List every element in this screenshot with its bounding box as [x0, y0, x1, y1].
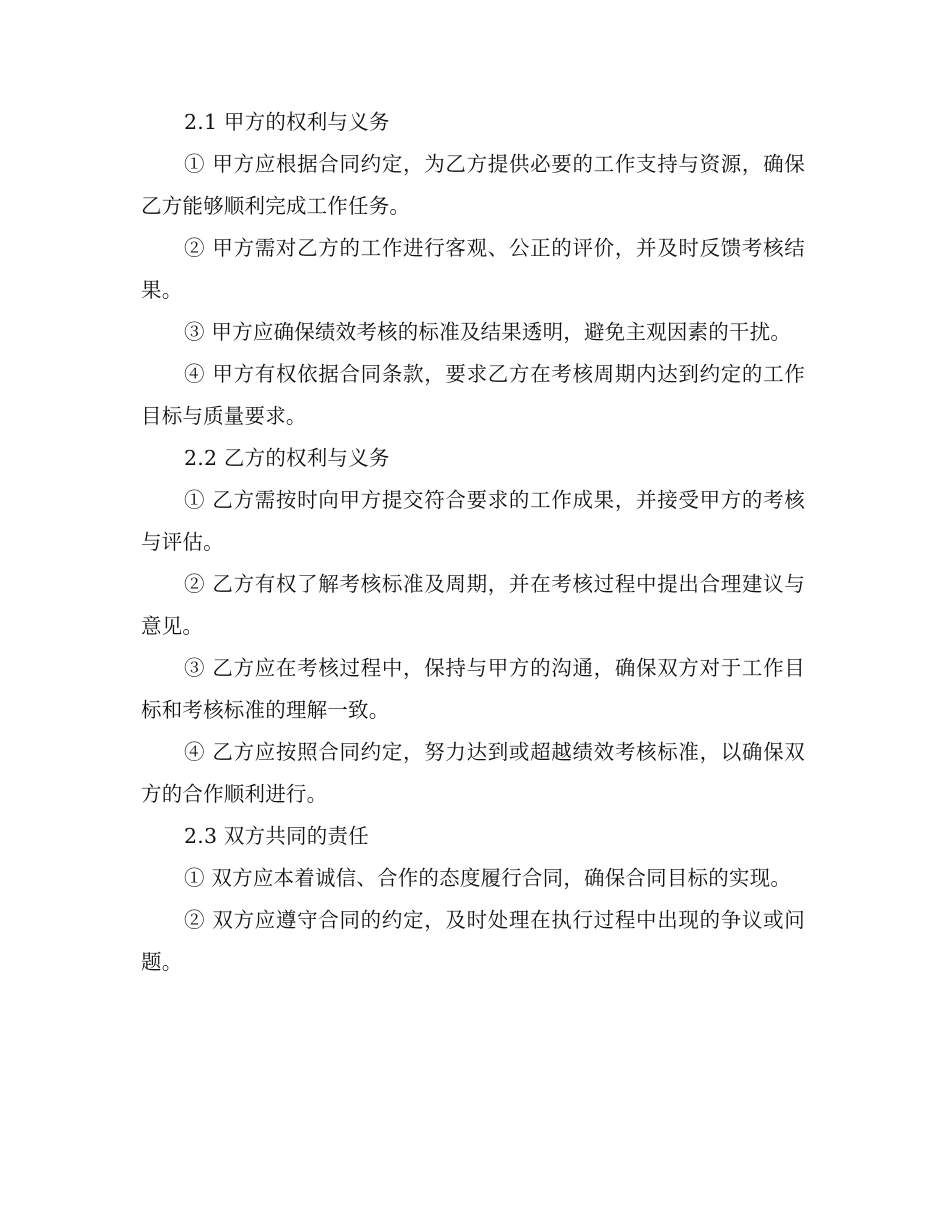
section-2-2-item-1: ① 乙方需按时向甲方提交符合要求的工作成果，并接受甲方的考核与评估。 [141, 488, 805, 554]
section-2-3-item-1: ① 双方应本着诚信、合作的态度履行合同，确保合同目标的实现。 [184, 866, 792, 890]
section-2-2-item-4: ④ 乙方应按照合同约定，努力达到或超越绩效考核标准，以确保双方的合作顺利进行。 [141, 740, 805, 806]
section-2-1-item-1: ① 甲方应根据合同约定，为乙方提供必要的工作支持与资源，确保乙方能够顺利完成工作任务。 [141, 152, 805, 218]
section-2-2-item-3: ③ 乙方应在考核过程中，保持与甲方的沟通，确保双方对于工作目标和考核标准的理解一致。 [141, 656, 805, 722]
document-body [141, 101, 805, 983]
section-heading-2-1: 2.1 甲方的权利与义务 [184, 110, 390, 134]
section-2-1-item-2: ② 甲方需对乙方的工作进行客观、公正的评价，并及时反馈考核结果。 [141, 236, 805, 302]
section-2-3-item-2: ② 双方应遵守合同的约定，及时处理在执行过程中出现的争议或问题。 [141, 908, 805, 974]
section-2-2-item-2: ② 乙方有权了解考核标准及周期，并在考核过程中提出合理建议与意见。 [141, 572, 805, 638]
section-heading-2-2: 2.2 乙方的权利与义务 [184, 446, 390, 470]
section-heading-2-3: 2.3 双方共同的责任 [184, 824, 369, 848]
section-2-1-item-3: ③ 甲方应确保绩效考核的标准及结果透明，避免主观因素的干扰。 [184, 320, 792, 344]
section-2-1-item-4: ④ 甲方有权依据合同条款，要求乙方在考核周期内达到约定的工作目标与质量要求。 [141, 362, 805, 428]
